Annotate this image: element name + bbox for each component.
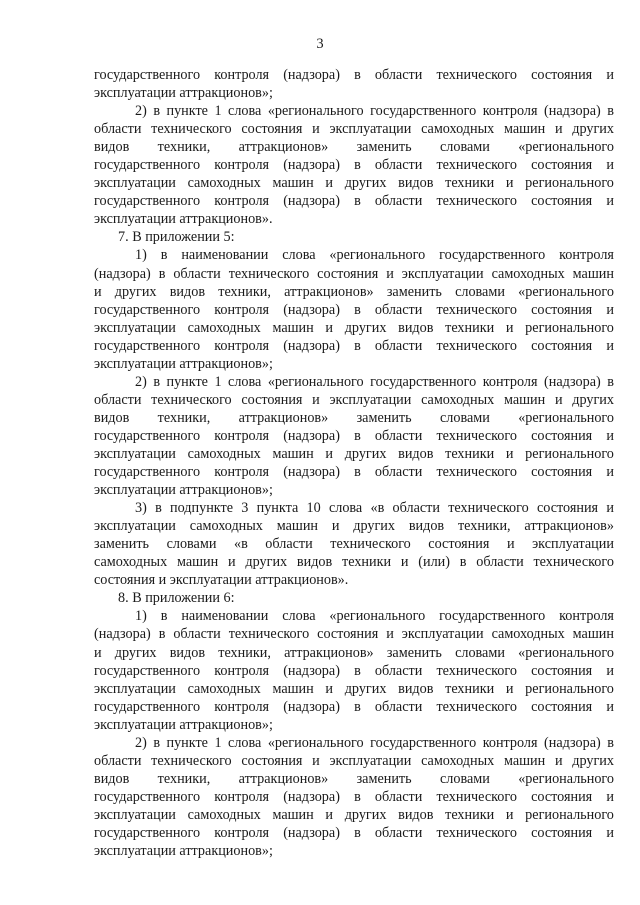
text-line: государственного контроля (надзора) в области технического состояния и (94, 67, 614, 83)
text-line: самоходных машин и других видов техники и (или) в области технического (94, 554, 614, 571)
text-line: эксплуатации самоходных машин и других видов техники и регионального (94, 806, 614, 823)
text-line: государственного контроля (надзора) в области технического состояния и (94, 193, 614, 210)
text-line: эксплуатации самоходных машин и других видов техники и регионального (94, 445, 614, 462)
text-line: видов техники, аттракционов» заменить словами «регионального (94, 770, 614, 787)
text-line: 7. В приложении 5: (118, 229, 235, 246)
text-line: государственного контроля (надзора) в области технического состояния и (94, 788, 614, 805)
text-line: эксплуатации аттракционов»; (94, 482, 273, 499)
text-line: эксплуатации самоходных машин и других видов техники и регионального (94, 319, 614, 336)
text-line: эксплуатации самоходных машин и других видов техники и регионального (94, 680, 614, 697)
text-line: области технического состояния и эксплуатации самоходных машин и других (94, 752, 614, 769)
text-line: государственного контроля (надзора) в области технического состояния и (94, 427, 614, 444)
text-line: государственного контроля (надзора) в области технического состояния и (94, 824, 614, 841)
text-line: и других видов техники, аттракционов» заменить словами «регионального (94, 283, 614, 300)
text-line: эксплуатации аттракционов»; (94, 85, 273, 102)
text-line: 2) в пункте 1 слова «регионального государственного контроля (надзора) в (135, 103, 614, 120)
text-line: области технического состояния и эксплуатации самоходных машин и других (94, 391, 614, 408)
text-line: состояния и эксплуатации аттракционов». (94, 572, 349, 589)
text-line: 2) в пункте 1 слова «регионального государственного контроля (надзора) в (135, 734, 614, 751)
text-line: области технического состояния и эксплуатации самоходных машин и других (94, 121, 614, 138)
text-line: эксплуатации аттракционов»; (94, 843, 273, 860)
text-line: 1) в наименовании слова «регионального государственного контроля (135, 247, 614, 264)
text-line: эксплуатации аттракционов»; (94, 355, 273, 372)
page-number: 3 (316, 36, 324, 52)
text-line: видов техники, аттракционов» заменить словами «регионального (94, 139, 614, 156)
text-line: 2) в пункте 1 слова «регионального государственного контроля (надзора) в (135, 373, 614, 390)
text-line: (надзора) в области технического состояния и эксплуатации самоходных машин (94, 265, 614, 282)
text-line: эксплуатации самоходных машин и других видов техники, аттракционов» (94, 518, 614, 535)
text-line: государственного контроля (надзора) в области технического состояния и (94, 662, 614, 679)
text-line: 8. В приложении 6: (118, 590, 235, 607)
document-body (94, 66, 614, 860)
text-line: эксплуатации аттракционов». (94, 211, 273, 228)
text-line: видов техники, аттракционов» заменить словами «регионального (94, 409, 614, 426)
text-line: эксплуатации аттракционов»; (94, 716, 273, 733)
text-line: государственного контроля (надзора) в области технического состояния и (94, 464, 614, 481)
text-line: государственного контроля (надзора) в области технического состояния и (94, 301, 614, 318)
text-line: государственного контроля (надзора) в области технического состояния и (94, 337, 614, 354)
text-line: заменить словами «в области технического состояния и эксплуатации (94, 536, 614, 553)
text-line: и других видов техники, аттракционов» заменить словами «регионального (94, 644, 614, 661)
text-line: 1) в наименовании слова «регионального государственного контроля (135, 608, 614, 625)
text-line: (надзора) в области технического состояния и эксплуатации самоходных машин (94, 626, 614, 643)
text-line: государственного контроля (надзора) в области технического состояния и (94, 698, 614, 715)
text-line: 3) в подпункте 3 пункта 10 слова «в области технического состояния и (135, 500, 614, 517)
text-line: государственного контроля (надзора) в области технического состояния и (94, 157, 614, 174)
text-line: эксплуатации самоходных машин и других видов техники и регионального (94, 175, 614, 192)
